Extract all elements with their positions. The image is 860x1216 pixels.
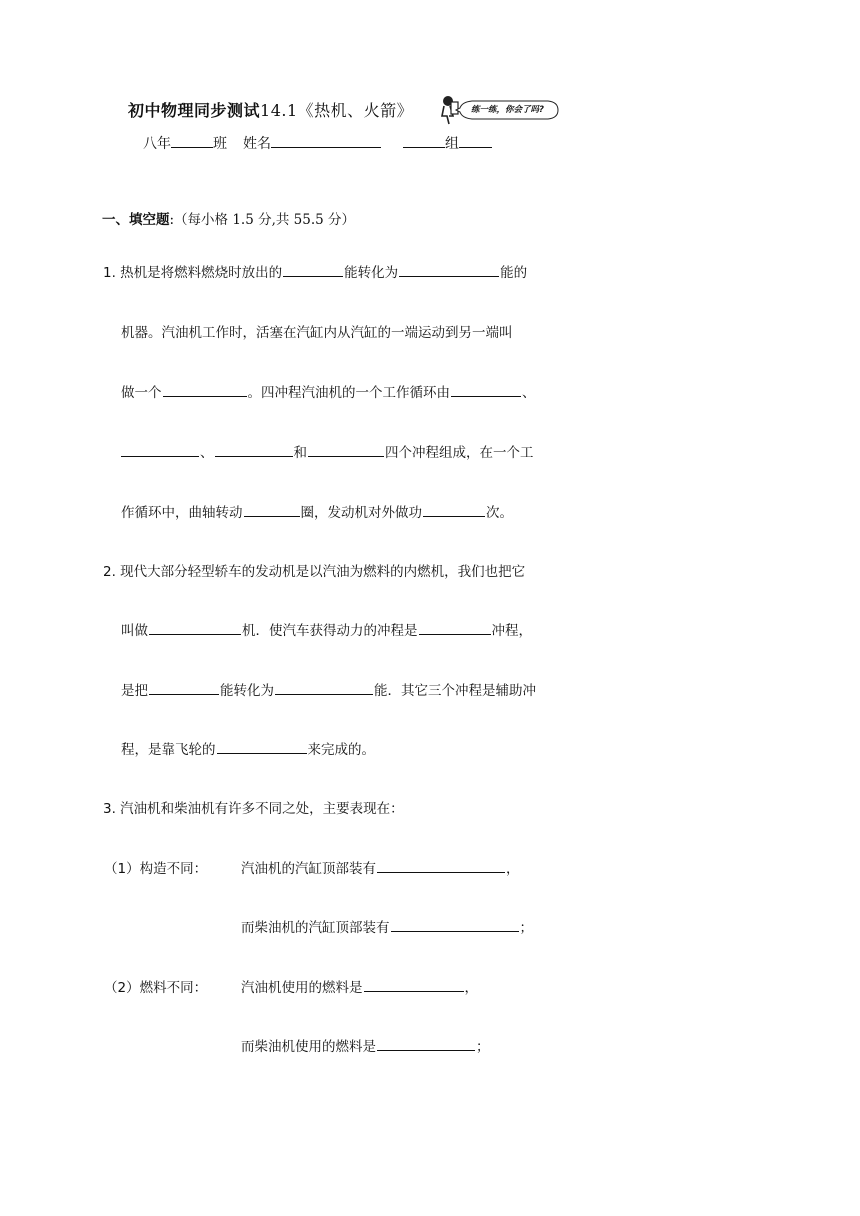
q1-text: 、 bbox=[522, 385, 536, 401]
q1-blank-8[interactable] bbox=[244, 503, 300, 517]
page-title bbox=[128, 98, 413, 121]
q1-blank-7[interactable] bbox=[308, 443, 384, 457]
q3-text: 3. 汽油机和柴油机有许多不同之处，主要表现在： bbox=[103, 801, 404, 817]
q3-text: ， bbox=[506, 861, 520, 877]
section-heading bbox=[102, 208, 355, 228]
q1-line5 bbox=[121, 501, 513, 521]
q1-blank-9[interactable] bbox=[423, 503, 485, 517]
q3-line1 bbox=[103, 797, 404, 817]
q2-blank-3[interactable] bbox=[149, 681, 219, 695]
q1-line3 bbox=[121, 381, 536, 401]
q2-text: 机．使汽车获得动力的冲程是 bbox=[242, 623, 418, 639]
group-label: 组 bbox=[445, 136, 459, 152]
q1-blank-6[interactable] bbox=[215, 443, 293, 457]
q2-text: 是把 bbox=[121, 683, 148, 699]
section-score-note: :（每小格 1.5 分,共 55.5 分） bbox=[169, 212, 356, 228]
q3-part2-label: （2）燃料不同： bbox=[104, 980, 208, 996]
name-blank[interactable] bbox=[271, 133, 381, 148]
q2-blank-1[interactable] bbox=[149, 621, 241, 635]
grade-label: 八年 bbox=[143, 136, 171, 152]
q3-part2-line-b bbox=[241, 1035, 490, 1055]
q1-blank-3[interactable] bbox=[163, 383, 247, 397]
q2-blank-2[interactable] bbox=[419, 621, 491, 635]
q3-text: 汽油机的汽缸顶部装有 bbox=[241, 861, 376, 877]
section-title: 一、填空题 bbox=[102, 212, 170, 228]
q1-text: 圈，发动机对外做功 bbox=[300, 505, 422, 521]
student-info-line bbox=[143, 133, 492, 153]
q2-blank-4[interactable] bbox=[275, 681, 373, 695]
q3-text: 而柴油机使用的燃料是 bbox=[241, 1039, 376, 1055]
q2-text: 能转化为 bbox=[220, 683, 274, 699]
q1-text: 机器。汽油机工作时，活塞在汽缸内从汽缸的一端运动到另一端叫 bbox=[121, 325, 513, 341]
q3-part1-label: （1）构造不同： bbox=[104, 861, 208, 877]
q2-line4 bbox=[121, 738, 375, 758]
title-prefix: 初中物理同步测试 bbox=[128, 101, 261, 120]
title-suffix: 《热机、火箭》 bbox=[297, 101, 414, 120]
q1-text: 次。 bbox=[486, 505, 513, 521]
q1-blank-2[interactable] bbox=[399, 263, 499, 277]
q3-blank-2[interactable] bbox=[391, 918, 519, 932]
stamp-text: 练一练，你会了吗? bbox=[471, 105, 544, 115]
group-number-blank[interactable] bbox=[403, 133, 445, 148]
q1-text: 1. 热机是将燃料燃烧时放出的 bbox=[103, 265, 283, 281]
group-blank[interactable] bbox=[459, 133, 492, 148]
q2-text: 程，是靠飞轮的 bbox=[121, 742, 216, 758]
q2-text: 冲程， bbox=[491, 623, 532, 639]
q3-part1-line-a bbox=[241, 857, 520, 877]
q1-text: 、 bbox=[200, 445, 214, 461]
q2-text: 能．其它三个冲程是辅助冲 bbox=[374, 683, 536, 699]
class-label: 班 bbox=[213, 136, 227, 152]
class-blank[interactable] bbox=[171, 133, 213, 148]
q1-blank-4[interactable] bbox=[451, 383, 521, 397]
title-number: 14.1 bbox=[260, 101, 298, 120]
q1-blank-1[interactable] bbox=[283, 263, 343, 277]
q2-text: 来完成的。 bbox=[307, 742, 375, 758]
q1-text: 和 bbox=[293, 445, 307, 461]
q1-text: 能转化为 bbox=[344, 265, 399, 281]
q1-text: 做一个 bbox=[121, 385, 162, 401]
q3-text: 而柴油机的汽缸顶部装有 bbox=[241, 920, 390, 936]
q1-line4 bbox=[121, 441, 534, 461]
q2-line3 bbox=[121, 679, 536, 699]
q1-line2 bbox=[121, 321, 513, 341]
q2-line2 bbox=[121, 619, 532, 639]
q2-blank-5[interactable] bbox=[217, 740, 307, 754]
q3-text: ； bbox=[519, 920, 533, 936]
q3-text: ； bbox=[476, 1039, 490, 1055]
q1-text: 能的 bbox=[500, 265, 528, 281]
q2-line1 bbox=[103, 560, 525, 580]
q1-text: 。四冲程汽油机的一个工作循环由 bbox=[247, 385, 450, 401]
q1-line1 bbox=[103, 261, 527, 281]
cartoon-stamp bbox=[438, 94, 560, 126]
q2-text: 叫做 bbox=[121, 623, 148, 639]
q3-part1-line-b bbox=[241, 916, 533, 936]
q3-text: 汽油机使用的燃料是 bbox=[241, 980, 363, 996]
q2-text: 2. 现代大部分轻型轿车的发动机是以汽油为燃料的内燃机，我们也把它 bbox=[103, 564, 526, 580]
q3-part2-line-a bbox=[241, 976, 478, 996]
q1-text: 作循环中，曲轴转动 bbox=[121, 505, 243, 521]
q3-blank-4[interactable] bbox=[377, 1037, 475, 1051]
q3-blank-1[interactable] bbox=[377, 859, 505, 873]
q1-text: 四个冲程组成，在一个工 bbox=[385, 445, 534, 461]
q1-blank-5[interactable] bbox=[121, 443, 199, 457]
name-label: 姓名 bbox=[243, 136, 271, 152]
q3-blank-3[interactable] bbox=[364, 978, 464, 992]
q3-text: ， bbox=[464, 980, 478, 996]
